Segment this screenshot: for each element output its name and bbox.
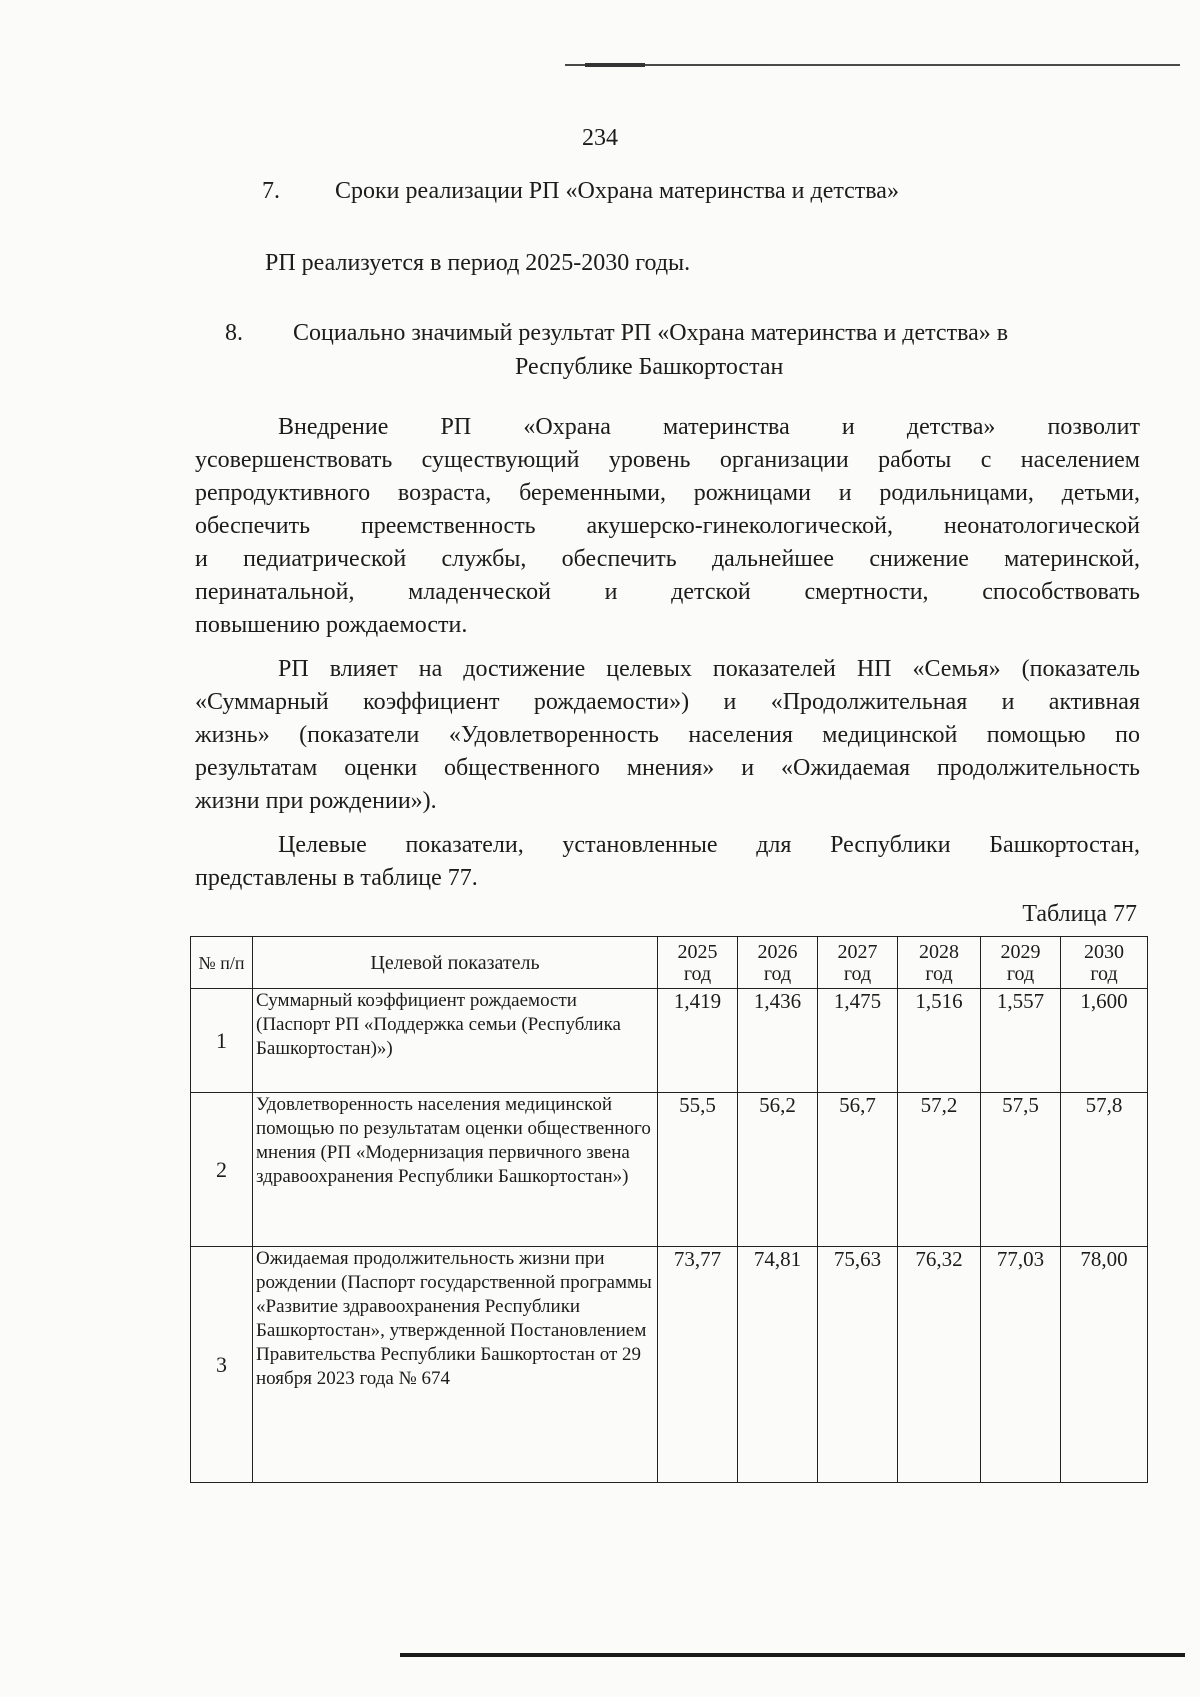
paragraph-1-line: репродуктивного возраста, беременными, рожницами и родильницами, детьми, bbox=[195, 480, 1140, 506]
paragraph-2-line: РП влияет на достижение целевых показателей НП «Семья» (показатель bbox=[278, 656, 1140, 682]
section-8-title-line2: Республике Башкортостан bbox=[515, 354, 784, 380]
section-8-number: 8. bbox=[225, 320, 243, 346]
header-year: 2025 год bbox=[658, 937, 738, 989]
row-value: 78,00 bbox=[1061, 1247, 1148, 1483]
paragraph-1-line: повышению рождаемости. bbox=[195, 612, 468, 638]
row-value: 56,7 bbox=[818, 1093, 898, 1247]
page-number: 234 bbox=[582, 125, 618, 151]
paragraph-1-line: обеспечить преемственность акушерско-гинекологической, неонатологической bbox=[195, 513, 1140, 539]
table-caption: Таблица 77 bbox=[1022, 901, 1137, 927]
row-value: 55,5 bbox=[658, 1093, 738, 1247]
scan-artifact-bottom-line bbox=[400, 1653, 1185, 1657]
header-num: № п/п bbox=[191, 937, 253, 989]
paragraph-1-line: усовершенствовать существующий уровень организации работы с населением bbox=[195, 447, 1140, 473]
table-row bbox=[191, 1247, 1148, 1483]
section-7-text: РП реализуется в период 2025-2030 годы. bbox=[265, 250, 691, 276]
row-value: 1,557 bbox=[981, 989, 1061, 1093]
row-value: 1,516 bbox=[898, 989, 981, 1093]
row-value: 1,475 bbox=[818, 989, 898, 1093]
row-value: 75,63 bbox=[818, 1247, 898, 1483]
row-num: 2 bbox=[191, 1093, 253, 1247]
paragraph-2-line: жизнь» (показатели «Удовлетворенность населения медицинской помощью по bbox=[195, 722, 1140, 748]
scan-artifact-top-line bbox=[565, 64, 1180, 66]
paragraph-1-line: перинатальной, младенческой и детской смертности, способствовать bbox=[195, 579, 1140, 605]
row-value: 57,8 bbox=[1061, 1093, 1148, 1247]
header-year: 2027 год bbox=[818, 937, 898, 989]
row-value: 74,81 bbox=[738, 1247, 818, 1483]
row-value: 1,436 bbox=[738, 989, 818, 1093]
header-year: 2026 год bbox=[738, 937, 818, 989]
header-indicator: Целевой показатель bbox=[253, 937, 658, 989]
section-7-title: Сроки реализации РП «Охрана материнства и детства» bbox=[335, 178, 899, 204]
paragraph-2-line: жизни при рождении»). bbox=[195, 788, 437, 814]
row-value: 57,5 bbox=[981, 1093, 1061, 1247]
row-value: 1,419 bbox=[658, 989, 738, 1093]
table-row bbox=[191, 989, 1148, 1093]
row-indicator: Суммарный коэффициент рождаемости (Паспорт РП «Поддержка семьи (Республика Башкортостан)») bbox=[253, 989, 658, 1093]
table-row bbox=[191, 1093, 1148, 1247]
paragraph-1-line: и педиатрической службы, обеспечить дальнейшее снижение материнской, bbox=[195, 546, 1140, 572]
section-7-number: 7. bbox=[262, 178, 280, 204]
targets-table bbox=[190, 936, 1148, 1483]
paragraph-2-line: результатам оценки общественного мнения» и «Ожидаемая продолжительность bbox=[195, 755, 1140, 781]
table-header-row bbox=[191, 937, 1148, 989]
paragraph-1-line: Внедрение РП «Охрана материнства и детства» позволит bbox=[278, 414, 1140, 440]
paragraph-3-line: Целевые показатели, установленные для Республики Башкортостан, bbox=[278, 832, 1140, 858]
header-year: 2029 год bbox=[981, 937, 1061, 989]
row-value: 73,77 bbox=[658, 1247, 738, 1483]
row-value: 77,03 bbox=[981, 1247, 1061, 1483]
row-value: 57,2 bbox=[898, 1093, 981, 1247]
row-num: 3 bbox=[191, 1247, 253, 1483]
section-8-title-line1: Социально значимый результат РП «Охрана материнства и детства» в bbox=[293, 320, 1009, 346]
row-value: 1,600 bbox=[1061, 989, 1148, 1093]
header-year: 2030 год bbox=[1061, 937, 1148, 989]
header-year: 2028 год bbox=[898, 937, 981, 989]
row-indicator: Ожидаемая продолжительность жизни при рождении (Паспорт государственной программы «Развитие здравоохранения Республики Башкортостан», утвержденной Постановлением Правительства Республики Башкортостан от 29 ноября 2023 года № 674 bbox=[253, 1247, 658, 1483]
row-value: 76,32 bbox=[898, 1247, 981, 1483]
row-num: 1 bbox=[191, 989, 253, 1093]
paragraph-3-line: представлены в таблице 77. bbox=[195, 865, 478, 891]
row-value: 56,2 bbox=[738, 1093, 818, 1247]
row-indicator: Удовлетворенность населения медицинской помощью по результатам оценки общественного мнения (РП «Модернизация первичного звена здравоохранения Республики Башкортостан») bbox=[253, 1093, 658, 1247]
paragraph-2-line: «Суммарный коэффициент рождаемости») и «Продолжительная и активная bbox=[195, 689, 1140, 715]
